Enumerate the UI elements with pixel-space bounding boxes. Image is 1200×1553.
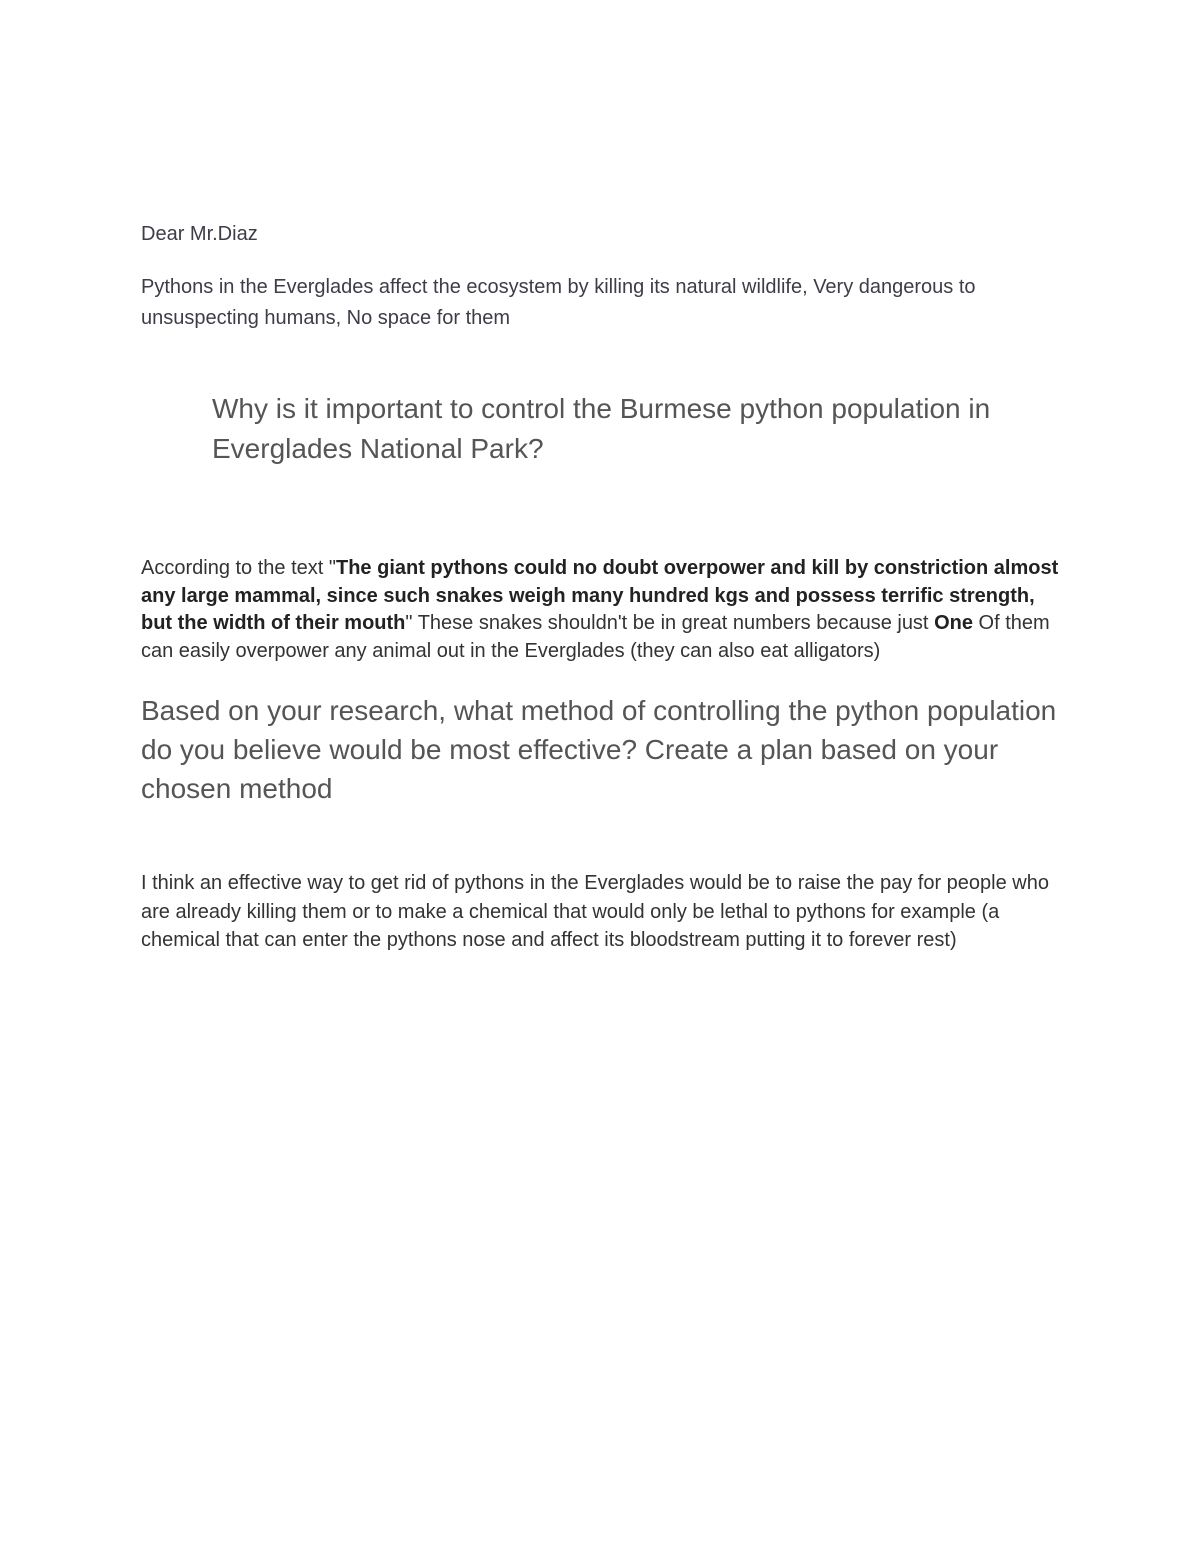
evidence-paragraph [141, 555, 1071, 665]
evidence-emphasis: One [934, 612, 973, 634]
plan-paragraph: I think an effective way to get rid of pythons in the Everglades would be to raise the pay for people who are already killing them or to make a chemical that would only be lethal to pythons for example (a chemical that can enter the pythons nose and affect its bloodstream putting it to forever rest) [141, 872, 1049, 951]
evidence-quote: The giant pythons could no doubt overpower and kill by constriction almost any large mammal, since such snakes weigh many hundred kgs and possess terrific strength, but the width of their mouth [141, 557, 1059, 634]
evidence-after-quote: " These snakes shouldn't be in great numbers because just [405, 612, 935, 634]
evidence-lead-in: According to the text " [141, 557, 336, 579]
question-heading-2: Based on your research, what method of controlling the python population do you believe would be most effective? Create a plan based on your chosen method [141, 695, 1057, 804]
intro-paragraph: Pythons in the Everglades affect the ecosystem by killing its natural wildlife, Very dangerous to unsuspecting humans, No space for them [141, 276, 976, 329]
question-heading-1: Why is it important to control the Burmese python population in Everglades National Park? [212, 393, 991, 464]
greeting: Dear Mr.Diaz [141, 223, 258, 245]
evidence-closing: Of them can easily overpower any animal out in the Everglades (they can also eat alligators) [141, 612, 1050, 662]
